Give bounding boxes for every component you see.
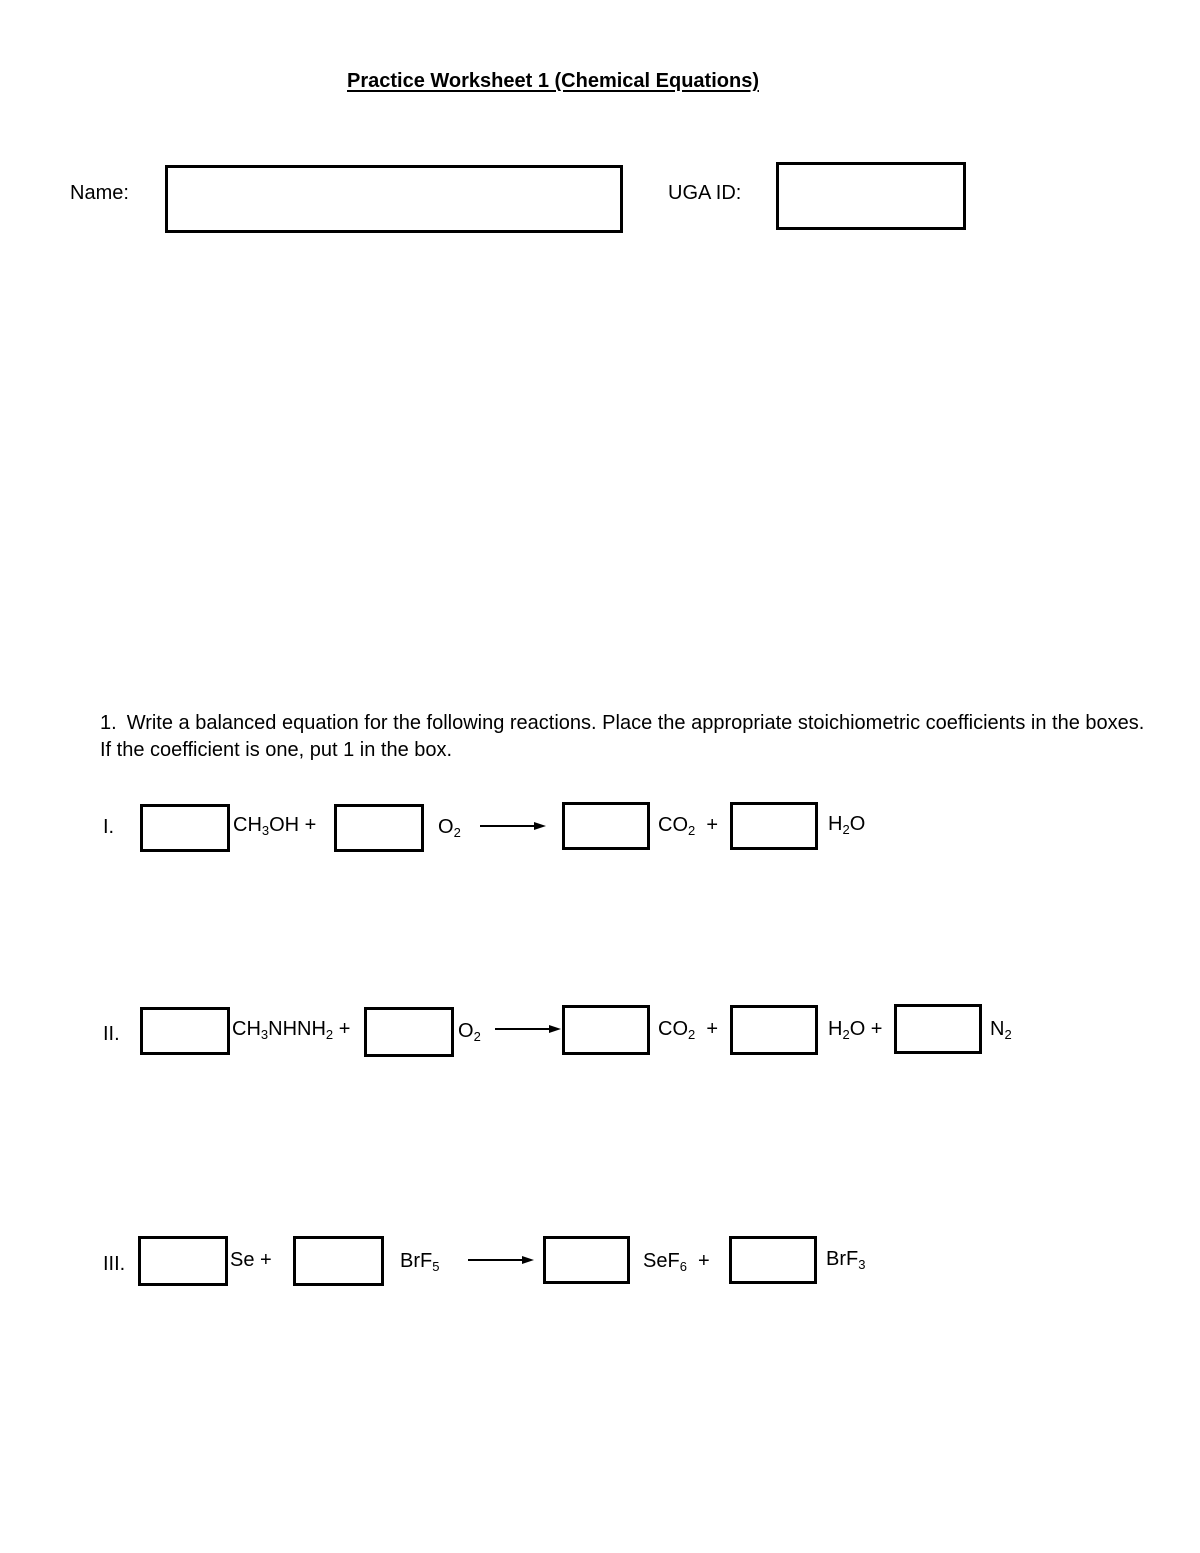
question-1-instructions bbox=[100, 710, 1150, 764]
coefficient-box[interactable] bbox=[894, 1004, 982, 1054]
coefficient-box[interactable] bbox=[729, 1236, 817, 1284]
reaction-label: I. bbox=[103, 816, 115, 838]
question-number: 1. bbox=[100, 712, 117, 734]
coefficient-box[interactable] bbox=[730, 802, 818, 850]
compound: Se + bbox=[230, 1249, 272, 1271]
reaction-arrow-icon bbox=[468, 1254, 536, 1266]
uga-id-label: UGA ID: bbox=[668, 182, 742, 204]
coefficient-box[interactable] bbox=[562, 802, 650, 850]
name-label: Name: bbox=[70, 182, 129, 204]
name-field[interactable] bbox=[165, 165, 623, 233]
compound: $CH_3OH$ + bbox=[233, 814, 317, 838]
coefficient-box[interactable] bbox=[562, 1005, 650, 1055]
uga-id-field[interactable] bbox=[776, 162, 966, 230]
compound: $CH_3NHNH_2$ + bbox=[232, 1018, 351, 1042]
coefficient-box[interactable] bbox=[138, 1236, 228, 1286]
coefficient-box[interactable] bbox=[140, 1007, 230, 1055]
compound: $N_2$ bbox=[990, 1018, 1012, 1042]
question-text: Write a balanced equation for the following reactions. Place the appropriate stoichiometric coefficients in the boxes. If the coefficient is one, put 1 in the box. bbox=[100, 712, 1145, 761]
coefficient-box[interactable] bbox=[730, 1005, 818, 1055]
reaction-arrow-icon bbox=[480, 820, 548, 832]
coefficient-box[interactable] bbox=[140, 804, 230, 852]
reaction-label: III. bbox=[103, 1253, 126, 1275]
compound: BrF$_3$ bbox=[826, 1248, 866, 1272]
reaction-label: II. bbox=[103, 1023, 120, 1045]
compound: $O_2$ bbox=[458, 1020, 481, 1044]
coefficient-box[interactable] bbox=[543, 1236, 630, 1284]
coefficient-box[interactable] bbox=[293, 1236, 384, 1286]
page-title: Practice Worksheet 1 (Chemical Equations) bbox=[347, 70, 759, 92]
compound: $CO_2$ + bbox=[658, 814, 719, 838]
compound: BrF$_5$ bbox=[400, 1250, 440, 1274]
compound: SeF$_6$ + bbox=[643, 1250, 710, 1274]
coefficient-box[interactable] bbox=[364, 1007, 454, 1057]
compound: $H_2O$ bbox=[828, 813, 866, 837]
compound: $H_2O$ + bbox=[828, 1018, 883, 1042]
compound: $O_2$ bbox=[438, 816, 461, 840]
reaction-arrow-icon bbox=[495, 1023, 563, 1035]
coefficient-box[interactable] bbox=[334, 804, 424, 852]
compound: $CO_2$ + bbox=[658, 1018, 719, 1042]
